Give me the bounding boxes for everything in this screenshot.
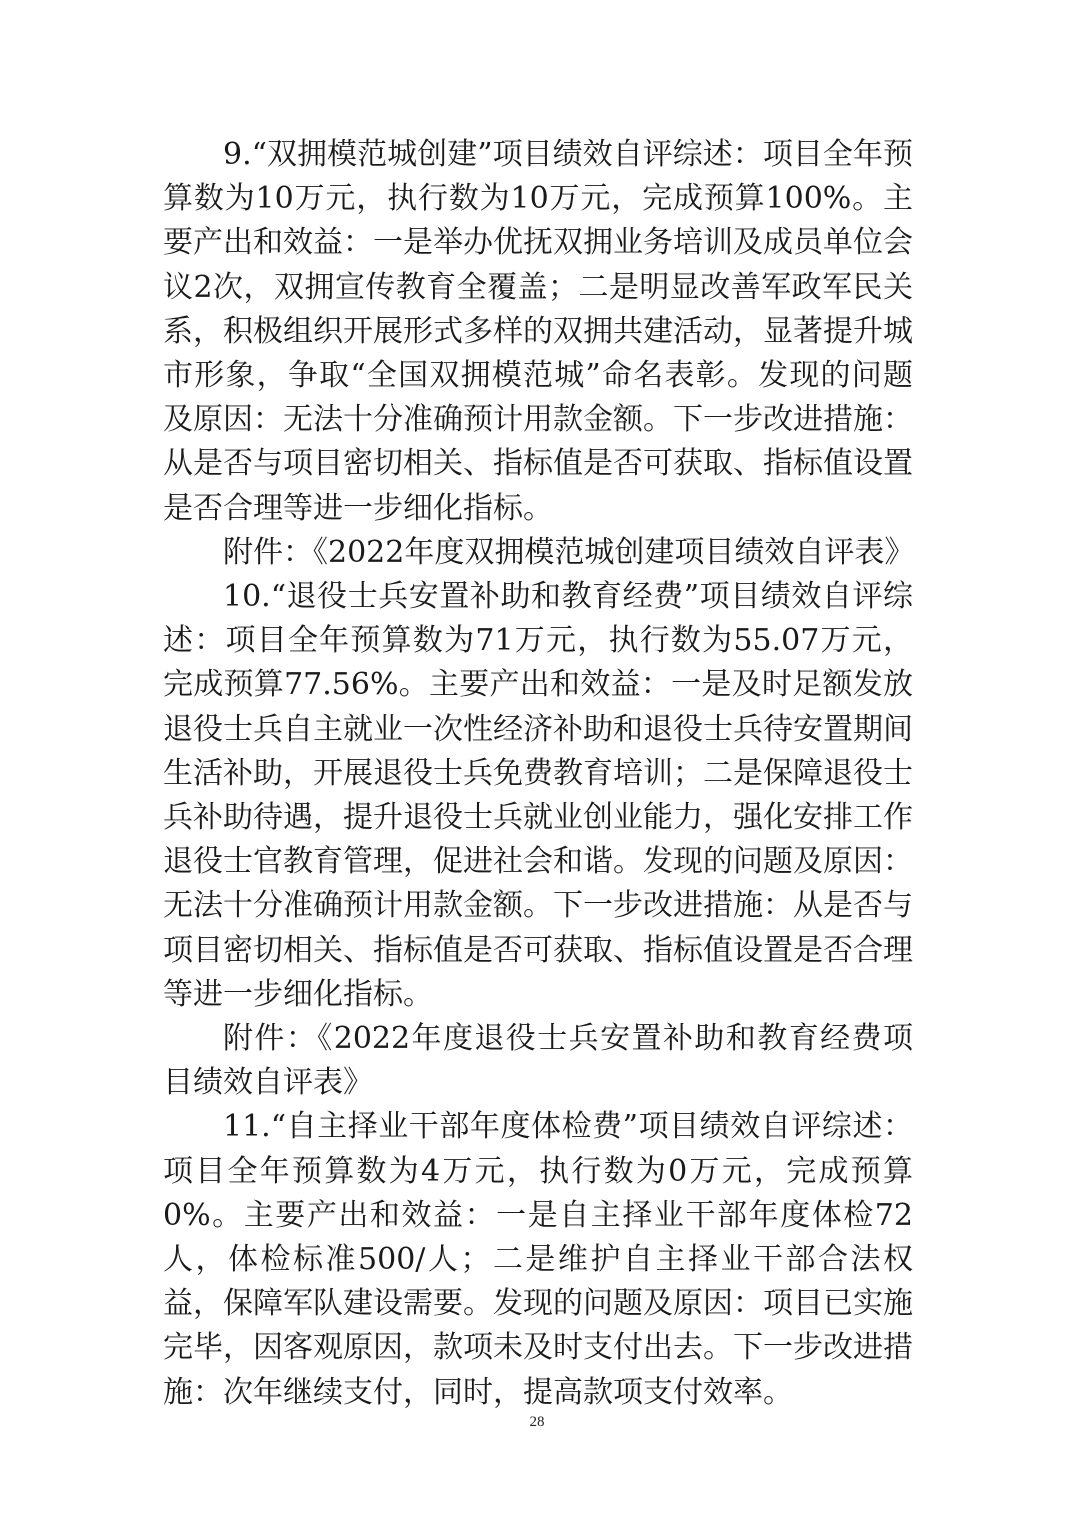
page-number: 28 — [529, 1414, 545, 1430]
attachment-line-9: 附件：《2022年度双拥模范城创建项目绩效自评表》 — [223, 534, 915, 570]
attachment-line-10: 附件：《2022年度退役士兵安置补助和教育经费项目绩效自评表》 — [163, 1021, 913, 1101]
paragraph-item-10: 10.“退役士兵安置补助和教育经费”项目绩效自评综述：项目全年预算数为71万元，执行数为55.07万元，完成预算77.56%。主要产出和效益：一是及时足额发放退役士兵自主就业一次性经济补助和退役士兵待安置期间生活补助，开展退役士兵免费教育培训；二是保障退役士兵补助待遇，提升退役士兵就业创业能力，强化安排工作退役士官教育管理，促进社会和谐。发现的问题及原因：无法十分准确预计用款金额。下一步改进措施：从是否与项目密切相关、指标值是否可获取、指标值设置是否合理等进一步细化指标。 — [163, 579, 913, 1012]
paragraph-item-11: 11.“自主择业干部年度体检费”项目绩效自评综述：项目全年预算数为4万元，执行数为0万元，完成预算0%。主要产出和效益：一是自主择业干部年度体检72人，体检标准500/人；二是维护自主择业干部合法权益，保障军队建设需要。发现的问题及原因：项目已实施完毕，因客观原因，款项未及时支付出去。下一步改进措施：次年继续支付，同时，提高款项支付效率。 — [163, 1109, 913, 1410]
paragraph-item-9: 9.“双拥模范城创建”项目绩效自评综述：项目全年预算数为10万元，执行数为10万元，完成预算100%。主要产出和效益：一是举办优抚双拥业务培训及成员单位会议2次，双拥宣传教育全覆盖；二是明显改善军政军民关系，积极组织开展形式多样的双拥共建活动，显著提升城市形象，争取“全国双拥模范城”命名表彰。发现的问题及原因：无法十分准确预计用款金额。下一步改进措施：从是否与项目密切相关、指标值是否可获取、指标值设置是否合理等进一步细化指标。 — [163, 137, 913, 526]
document-body — [163, 133, 913, 1415]
